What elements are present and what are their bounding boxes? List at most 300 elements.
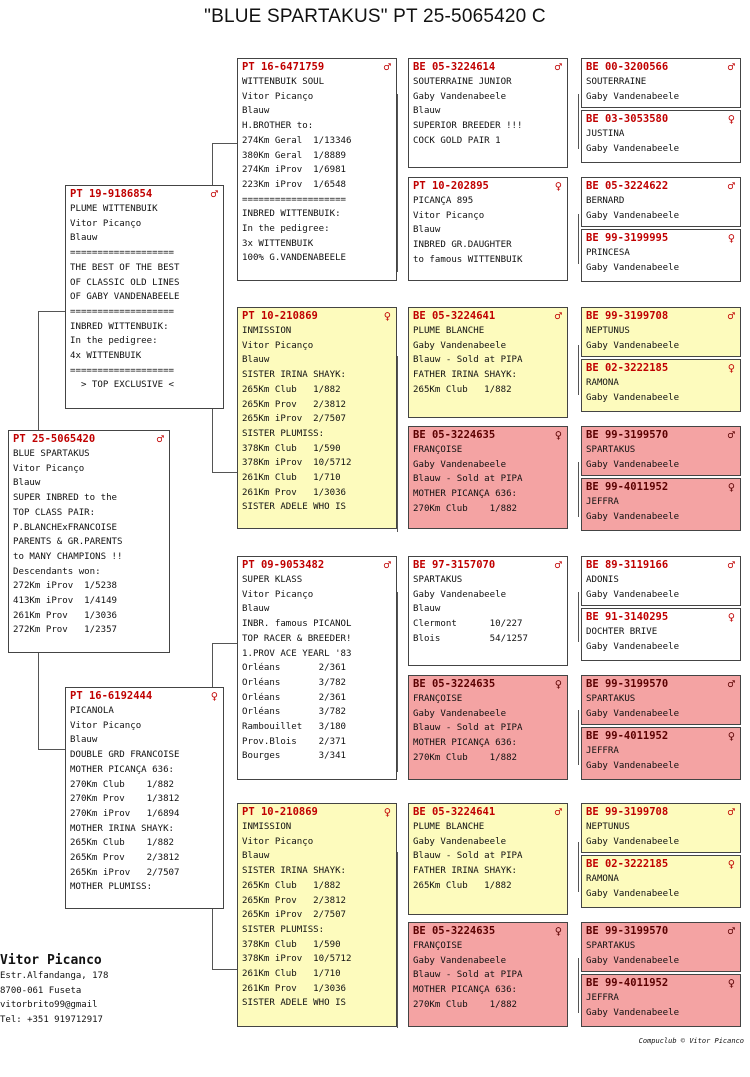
pedigree-line: 270Km Club 1/882 xyxy=(413,503,518,514)
pedigree-line: Prov.Blois 2/371 xyxy=(242,736,347,747)
pedigree-line: Blauw xyxy=(242,106,270,117)
ring-number: BE 99-3199995 xyxy=(586,232,669,244)
pedigree-line: 272Km iProv 1/5238 xyxy=(13,581,118,592)
pedigree-line: OF CLASSIC OLD LINES xyxy=(70,277,180,288)
footer-credit: Compuclub © Vitor Picanco xyxy=(638,1037,744,1045)
female-sex-icon: ♀ xyxy=(727,480,735,494)
ring-number: BE 05-3224641 xyxy=(413,310,496,322)
ring-number: BE 99-3199708 xyxy=(586,806,669,818)
box-header xyxy=(413,925,564,939)
male-sex-icon: ♂ xyxy=(383,558,391,572)
pedigree-line: 265Km Club 1/882 xyxy=(242,880,341,891)
box-header xyxy=(413,678,564,692)
ring-number: BE 99-4011952 xyxy=(586,481,669,493)
ring-number: PT 10-202895 xyxy=(413,180,489,192)
pedigree-line: Gaby Vandenabeele xyxy=(586,143,680,154)
pedigree-line: to famous WITTENBUIK xyxy=(413,254,523,265)
ring-number: BE 99-3199570 xyxy=(586,925,669,937)
pedigree-line: =================== xyxy=(70,365,175,376)
pedigree-line: Blauw xyxy=(413,106,441,117)
pedigree-line: PRINCESA xyxy=(586,248,630,258)
pedigree-line: RAMONA xyxy=(586,874,619,884)
male-sex-icon: ♂ xyxy=(727,924,735,938)
pedigree-box-gen5 xyxy=(581,803,741,853)
pedigree-line: In the pedigree: xyxy=(70,336,158,347)
pedigree-line: 413Km iProv 1/4149 xyxy=(13,596,118,607)
box-header xyxy=(586,61,737,75)
pedigree-line: SOUTERRAINE JUNIOR xyxy=(413,77,512,87)
ring-number: BE 99-3199570 xyxy=(586,678,669,690)
pedigree-box-gen5 xyxy=(581,307,741,357)
pedigree-line: SUPER INBRED to the xyxy=(13,493,118,504)
pedigree-line: INMISSION xyxy=(242,822,292,832)
pedigree-line: Blauw - Sold at PIPA xyxy=(413,851,523,862)
box-header xyxy=(586,858,737,872)
box-header xyxy=(13,433,166,447)
pedigree-line: 265Km iProv 2/7507 xyxy=(70,867,180,878)
pedigree-line: Gaby Vandenabeele xyxy=(413,708,507,719)
female-sex-icon: ♀ xyxy=(554,179,562,193)
pedigree-line: SISTER PLUMISS: xyxy=(242,428,325,439)
pedigree-line: SPARTAKUS xyxy=(586,941,636,951)
connector xyxy=(38,749,65,750)
female-sex-icon: ♀ xyxy=(727,361,735,375)
pedigree-line: FRANÇOISE xyxy=(413,941,463,951)
pedigree-line: JEFFRA xyxy=(586,993,619,1003)
pedigree-line: 378Km Club 1/590 xyxy=(242,939,341,950)
box-header xyxy=(242,559,393,573)
pedigree-line: Gaby Vandenabeele xyxy=(586,511,680,522)
pedigree-box-gen5 xyxy=(581,359,741,412)
pedigree-line: 261Km Prov 1/3036 xyxy=(242,983,347,994)
pedigree-line: JUSTINA xyxy=(586,129,625,139)
female-sex-icon: ♀ xyxy=(554,677,562,691)
ring-number: BE 99-3199570 xyxy=(586,429,669,441)
pedigree-line: 265Km Prov 2/3812 xyxy=(242,895,347,906)
pedigree-box-gen5 xyxy=(581,58,741,108)
box-header xyxy=(586,362,737,376)
pedigree-line: Descendants won: xyxy=(13,566,101,577)
male-sex-icon: ♂ xyxy=(727,309,735,323)
pedigree-line: INBRED WITTENBUIK: xyxy=(242,209,341,220)
pedigree-box-gen5 xyxy=(581,922,741,972)
box-header xyxy=(413,559,564,573)
pedigree-line: MOTHER PICANÇA 636: xyxy=(70,764,175,775)
connector xyxy=(397,356,398,532)
owner-name: Vitor Picanco xyxy=(0,953,102,968)
male-sex-icon: ♂ xyxy=(727,805,735,819)
pedigree-line: TOP CLASS PAIR: xyxy=(13,507,96,518)
ring-number: PT 19-9186854 xyxy=(70,188,153,200)
box-header xyxy=(413,310,564,324)
pedigree-line: Orléans 3/782 xyxy=(242,677,347,688)
pedigree-line: to MANY CHAMPIONS !! xyxy=(13,551,123,562)
ring-number: BE 05-3224635 xyxy=(413,925,496,937)
pedigree-line: 261Km Prov 1/3036 xyxy=(13,610,118,621)
male-sex-icon: ♂ xyxy=(156,432,164,446)
pedigree-line: 261Km Club 1/710 xyxy=(242,473,341,484)
pedigree-line: Gaby Vandenabeele xyxy=(413,836,507,847)
pedigree-line: Vitor Picanço xyxy=(70,218,142,229)
male-sex-icon: ♂ xyxy=(554,309,562,323)
pedigree-line: Gaby Vandenabeele xyxy=(413,589,507,600)
connector xyxy=(212,969,237,970)
pedigree-line: Gaby Vandenabeele xyxy=(586,210,680,221)
ring-number: PT 16-6192444 xyxy=(70,690,153,702)
pedigree-line: Orléans 3/782 xyxy=(242,707,347,718)
ring-number: BE 05-3224635 xyxy=(413,678,496,690)
pedigree-line: Vitor Picanço xyxy=(242,589,314,600)
pedigree-line: PLUME WITTENBUIK xyxy=(70,204,158,214)
pedigree-line: Rambouillet 3/180 xyxy=(242,722,347,733)
pedigree-line: Blauw xyxy=(70,735,98,746)
pedigree-line: 223Km iProv 1/6548 xyxy=(242,179,347,190)
pedigree-line: Gaby Vandenabeele xyxy=(586,836,680,847)
box-header xyxy=(586,806,737,820)
connector xyxy=(212,143,237,144)
connector xyxy=(578,94,579,149)
pedigree-line: 270Km Club 1/882 xyxy=(413,999,518,1010)
pedigree-line: Gaby Vandenabeele xyxy=(586,888,680,899)
pedigree-line: OF GABY VANDENABEELE xyxy=(70,292,180,303)
box-header xyxy=(586,180,737,194)
pedigree-line: Blauw xyxy=(413,225,441,236)
box-header xyxy=(70,690,220,704)
pedigree-box-dam xyxy=(65,687,224,909)
connector xyxy=(212,907,213,969)
pedigree-line: 274Km iProv 1/6981 xyxy=(242,165,347,176)
female-sex-icon: ♀ xyxy=(554,428,562,442)
pedigree-line: SISTER IRINA SHAYK: xyxy=(242,866,347,877)
pedigree-line: Blauw xyxy=(242,851,270,862)
ring-number: BE 99-4011952 xyxy=(586,730,669,742)
pedigree-line: > TOP EXCLUSIVE < xyxy=(70,380,175,391)
pedigree-box-gen5 xyxy=(581,974,741,1027)
connector xyxy=(578,842,579,892)
pedigree-line: 265Km Club 1/882 xyxy=(413,880,512,891)
pedigree-box-gen4 xyxy=(408,556,568,666)
pedigree-line: Vitor Picanço xyxy=(70,720,142,731)
pedigree-line: Gaby Vandenabeele xyxy=(586,459,680,470)
pedigree-line: 261Km Club 1/710 xyxy=(242,969,341,980)
ring-number: BE 99-3199708 xyxy=(586,310,669,322)
pedigree-line: 378Km Club 1/590 xyxy=(242,443,341,454)
pedigree-line: Gaby Vandenabeele xyxy=(586,1007,680,1018)
pedigree-box-grandsire-paternal xyxy=(237,58,397,281)
male-sex-icon: ♂ xyxy=(727,558,735,572)
pedigree-line: WITTENBUIK SOUL xyxy=(242,77,325,87)
pedigree-line: INBRED WITTENBUIK: xyxy=(70,321,169,332)
box-header xyxy=(413,61,564,75)
owner-phone: Tel: +351 919712917 xyxy=(0,1014,103,1025)
box-header xyxy=(242,61,393,75)
pedigree-line: Blauw xyxy=(413,604,441,615)
ring-number: PT 10-210869 xyxy=(242,806,318,818)
pedigree-box-subject xyxy=(8,430,170,653)
pedigree-box-gen4 xyxy=(408,675,568,780)
box-header xyxy=(586,977,737,991)
pedigree-line: Vitor Picanço xyxy=(13,463,85,474)
owner-contact xyxy=(0,953,108,1027)
pedigree-line: PLUME BLANCHE xyxy=(413,326,485,336)
pedigree-line: INBR. famous PICANOL xyxy=(242,619,352,630)
male-sex-icon: ♂ xyxy=(727,179,735,193)
box-header xyxy=(586,730,737,744)
ring-number: BE 97-3157070 xyxy=(413,559,496,571)
pedigree-line: 1.PROV ACE YEARL '83 xyxy=(242,648,352,659)
female-sex-icon: ♀ xyxy=(383,805,391,819)
pedigree-line: 380Km Geral 1/8889 xyxy=(242,150,347,161)
pedigree-line: =================== xyxy=(70,306,175,317)
pedigree-line: NEPTUNUS xyxy=(586,822,630,832)
pedigree-line: Gaby Vandenabeele xyxy=(413,459,507,470)
ring-number: BE 02-3222185 xyxy=(586,858,669,870)
pedigree-line: THE BEST OF THE BEST xyxy=(70,262,180,273)
ring-number: PT 25-5065420 xyxy=(13,433,96,445)
pedigree-box-gen5 xyxy=(581,556,741,606)
ring-number: BE 89-3119166 xyxy=(586,559,669,571)
pedigree-line: Bourges 3/341 xyxy=(242,751,347,762)
pedigree-line: FRANÇOISE xyxy=(413,445,463,455)
pedigree-line: Blauw - Sold at PIPA xyxy=(413,723,523,734)
connector xyxy=(578,214,579,264)
connector xyxy=(578,592,579,642)
pedigree-line: Clermont 10/227 xyxy=(413,619,523,630)
box-header xyxy=(413,806,564,820)
ring-number: BE 03-3053580 xyxy=(586,113,669,125)
pedigree-box-gen4 xyxy=(408,307,568,418)
pedigree-box-gen5 xyxy=(581,110,741,163)
pedigree-box-gen4 xyxy=(408,58,568,168)
pedigree-line: Gaby Vandenabeele xyxy=(586,91,680,102)
pedigree-line: Gaby Vandenabeele xyxy=(413,340,507,351)
owner-email: vitorbrito99@gmail xyxy=(0,1000,98,1010)
female-sex-icon: ♀ xyxy=(727,976,735,990)
pedigree-line: JEFFRA xyxy=(586,746,619,756)
pedigree-line: PLUME BLANCHE xyxy=(413,822,485,832)
female-sex-icon: ♀ xyxy=(210,689,218,703)
connector xyxy=(397,852,398,1028)
pedigree-line: 272Km Prov 1/2357 xyxy=(13,625,118,636)
male-sex-icon: ♂ xyxy=(727,60,735,74)
pedigree-box-gen4 xyxy=(408,922,568,1027)
connector xyxy=(212,408,213,472)
pedigree-line: TOP RACER & BREEDER! xyxy=(242,633,352,644)
pedigree-box-gen5 xyxy=(581,426,741,476)
pedigree-line: SPARTAKUS xyxy=(413,575,463,585)
pedigree-line: ADONIS xyxy=(586,575,619,585)
pedigree-line: Vitor Picanço xyxy=(242,836,314,847)
connector xyxy=(38,311,65,312)
pedigree-box-gen5 xyxy=(581,855,741,908)
pedigree-line: 100% G.VANDENABEELE xyxy=(242,253,347,264)
pedigree-box-gen4 xyxy=(408,803,568,915)
box-header xyxy=(242,806,393,820)
pedigree-box-gen5 xyxy=(581,608,741,661)
pedigree-line: 274Km Geral 1/13346 xyxy=(242,135,352,146)
pedigree-line: =================== xyxy=(70,248,175,259)
pedigree-box-gen5 xyxy=(581,177,741,227)
male-sex-icon: ♂ xyxy=(554,558,562,572)
pedigree-line: 270Km Prov 1/3812 xyxy=(70,794,180,805)
ring-number: BE 91-3140295 xyxy=(586,611,669,623)
pedigree-line: MOTHER PLUMISS: xyxy=(70,882,153,893)
pedigree-line: SPARTAKUS xyxy=(586,445,636,455)
ring-number: BE 05-3224641 xyxy=(413,806,496,818)
pedigree-line: JEFFRA xyxy=(586,497,619,507)
pedigree-line: Blauw - Sold at PIPA xyxy=(413,970,523,981)
pedigree-line: In the pedigree: xyxy=(242,224,330,235)
pedigree-line: SISTER ADELE WHO IS xyxy=(242,502,347,513)
pedigree-line: 378Km iProv 10/5712 xyxy=(242,954,352,965)
pedigree-line: INMISSION xyxy=(242,326,292,336)
pedigree-line: SUPER KLASS xyxy=(242,575,303,585)
box-header xyxy=(586,310,737,324)
pedigree-line: Vitor Picanço xyxy=(242,340,314,351)
pedigree-line: 261Km Prov 1/3036 xyxy=(242,487,347,498)
pedigree-box-granddam-paternal xyxy=(237,307,397,529)
connector xyxy=(397,94,398,272)
male-sex-icon: ♂ xyxy=(554,805,562,819)
pedigree-line: SISTER PLUMISS: xyxy=(242,924,325,935)
pedigree-line: 265Km Club 1/882 xyxy=(70,838,175,849)
connector xyxy=(578,462,579,517)
pedigree-line: INBRED GR.DAUGHTER xyxy=(413,240,512,251)
pedigree-line: 265Km Club 1/882 xyxy=(242,384,341,395)
pedigree-box-grandsire-maternal xyxy=(237,556,397,780)
pedigree-line: 378Km iProv 10/5712 xyxy=(242,458,352,469)
ring-number: BE 02-3222185 xyxy=(586,362,669,374)
pedigree-line: Gaby Vandenabeele xyxy=(586,760,680,771)
ring-number: PT 09-9053482 xyxy=(242,559,325,571)
pedigree-line: FATHER IRINA SHAYK: xyxy=(413,370,518,381)
pedigree-line: Gaby Vandenabeele xyxy=(586,262,680,273)
pedigree-line: 265Km Prov 2/3812 xyxy=(70,853,180,864)
pedigree-line: Gaby Vandenabeele xyxy=(586,641,680,652)
box-header xyxy=(242,310,393,324)
female-sex-icon: ♀ xyxy=(727,857,735,871)
pedigree-line: 265Km Prov 2/3812 xyxy=(242,399,347,410)
pedigree-line: FRANÇOISE xyxy=(413,694,463,704)
connector xyxy=(38,652,39,749)
pedigree-line: Blauw xyxy=(242,355,270,366)
box-header xyxy=(586,925,737,939)
connector xyxy=(212,472,237,473)
pedigree-box-gen5 xyxy=(581,229,741,282)
owner-address: Estr.Alfandanga, 178 xyxy=(0,971,109,981)
female-sex-icon: ♀ xyxy=(727,610,735,624)
box-header xyxy=(586,678,737,692)
pedigree-box-gen4 xyxy=(408,177,568,281)
male-sex-icon: ♂ xyxy=(727,677,735,691)
pedigree-line: PICANOLA xyxy=(70,706,114,716)
owner-postcode: 8700-061 Fuseta xyxy=(0,985,82,996)
ring-number: BE 05-3224614 xyxy=(413,61,496,73)
pedigree-line: Gaby Vandenabeele xyxy=(586,392,680,403)
pedigree-line: Blauw xyxy=(70,233,98,244)
connector xyxy=(38,311,39,431)
male-sex-icon: ♂ xyxy=(210,187,218,201)
pedigree-line: Gaby Vandenabeele xyxy=(586,708,680,719)
female-sex-icon: ♀ xyxy=(554,924,562,938)
pedigree-line: BERNARD xyxy=(586,196,625,206)
pedigree-line: 270Km iProv 1/6894 xyxy=(70,808,180,819)
ring-number: BE 00-3200566 xyxy=(586,61,669,73)
pedigree-line: Blauw xyxy=(13,478,41,489)
connector xyxy=(578,710,579,765)
pedigree-box-gen5 xyxy=(581,478,741,531)
ring-number: BE 99-4011952 xyxy=(586,977,669,989)
connector xyxy=(578,345,579,395)
box-header xyxy=(70,188,220,202)
pedigree-line: SISTER IRINA SHAYK: xyxy=(242,370,347,381)
pedigree-line: Gaby Vandenabeele xyxy=(586,340,680,351)
pedigree-line: COCK GOLD PAIR 1 xyxy=(413,135,501,146)
pedigree-line: Blauw - Sold at PIPA xyxy=(413,474,523,485)
pedigree-box-granddam-maternal xyxy=(237,803,397,1027)
female-sex-icon: ♀ xyxy=(727,729,735,743)
pedigree-box-gen5 xyxy=(581,675,741,725)
page-title: "BLUE SPARTAKUS" PT 25-5065420 C xyxy=(204,6,546,27)
pedigree-line: NEPTUNUS xyxy=(586,326,630,336)
pedigree-line: Orléans 2/361 xyxy=(242,692,347,703)
box-header xyxy=(586,113,737,127)
female-sex-icon: ♀ xyxy=(727,231,735,245)
pedigree-line: Orléans 2/361 xyxy=(242,663,347,674)
pedigree-line: PICANÇA 895 xyxy=(413,196,474,206)
pedigree-line: SISTER ADELE WHO IS xyxy=(242,998,347,1009)
ring-number: PT 10-210869 xyxy=(242,310,318,322)
pedigree-line: MOTHER PICANÇA 636: xyxy=(413,738,518,749)
pedigree-box-sire xyxy=(65,185,224,409)
pedigree-line: Gaby Vandenabeele xyxy=(586,589,680,600)
pedigree-line: MOTHER PICANÇA 636: xyxy=(413,489,518,500)
pedigree-line: MOTHER PICANÇA 636: xyxy=(413,985,518,996)
pedigree-line: DOCHTER BRIVE xyxy=(586,627,658,637)
pedigree-line: 270Km Club 1/882 xyxy=(70,779,175,790)
pedigree-box-gen5 xyxy=(581,727,741,780)
pedigree-line: P.BLANCHExFRANCOISE xyxy=(13,522,118,533)
pedigree-line: Gaby Vandenabeele xyxy=(586,955,680,966)
box-header xyxy=(413,429,564,443)
pedigree-line: BLUE SPARTAKUS xyxy=(13,449,90,459)
pedigree-line: 265Km iProv 2/7507 xyxy=(242,910,347,921)
box-header xyxy=(413,180,564,194)
ring-number: BE 05-3224622 xyxy=(586,180,669,192)
pedigree-line: Vitor Picanço xyxy=(413,210,485,221)
male-sex-icon: ♂ xyxy=(727,428,735,442)
pedigree-line: SUPERIOR BREEDER !!! xyxy=(413,121,523,132)
box-header xyxy=(586,481,737,495)
pedigree-line: Vitor Picanço xyxy=(242,91,314,102)
pedigree-line: FATHER IRINA SHAYK: xyxy=(413,866,518,877)
pedigree-line: Gaby Vandenabeele xyxy=(413,955,507,966)
pedigree-line: Blois 54/1257 xyxy=(413,633,528,644)
pedigree-line: =================== xyxy=(242,194,347,205)
pedigree-line: 4x WITTENBUIK xyxy=(70,351,142,362)
female-sex-icon: ♀ xyxy=(383,309,391,323)
connector xyxy=(578,958,579,1013)
box-header xyxy=(586,611,737,625)
male-sex-icon: ♂ xyxy=(554,60,562,74)
female-sex-icon: ♀ xyxy=(727,112,735,126)
pedigree-line: DOUBLE GRD FRANCOISE xyxy=(70,750,180,761)
box-header xyxy=(586,559,737,573)
pedigree-line: SOUTERRAINE xyxy=(586,77,647,87)
box-header xyxy=(586,232,737,246)
pedigree-box-gen4 xyxy=(408,426,568,529)
pedigree-line: Blauw - Sold at PIPA xyxy=(413,355,523,366)
